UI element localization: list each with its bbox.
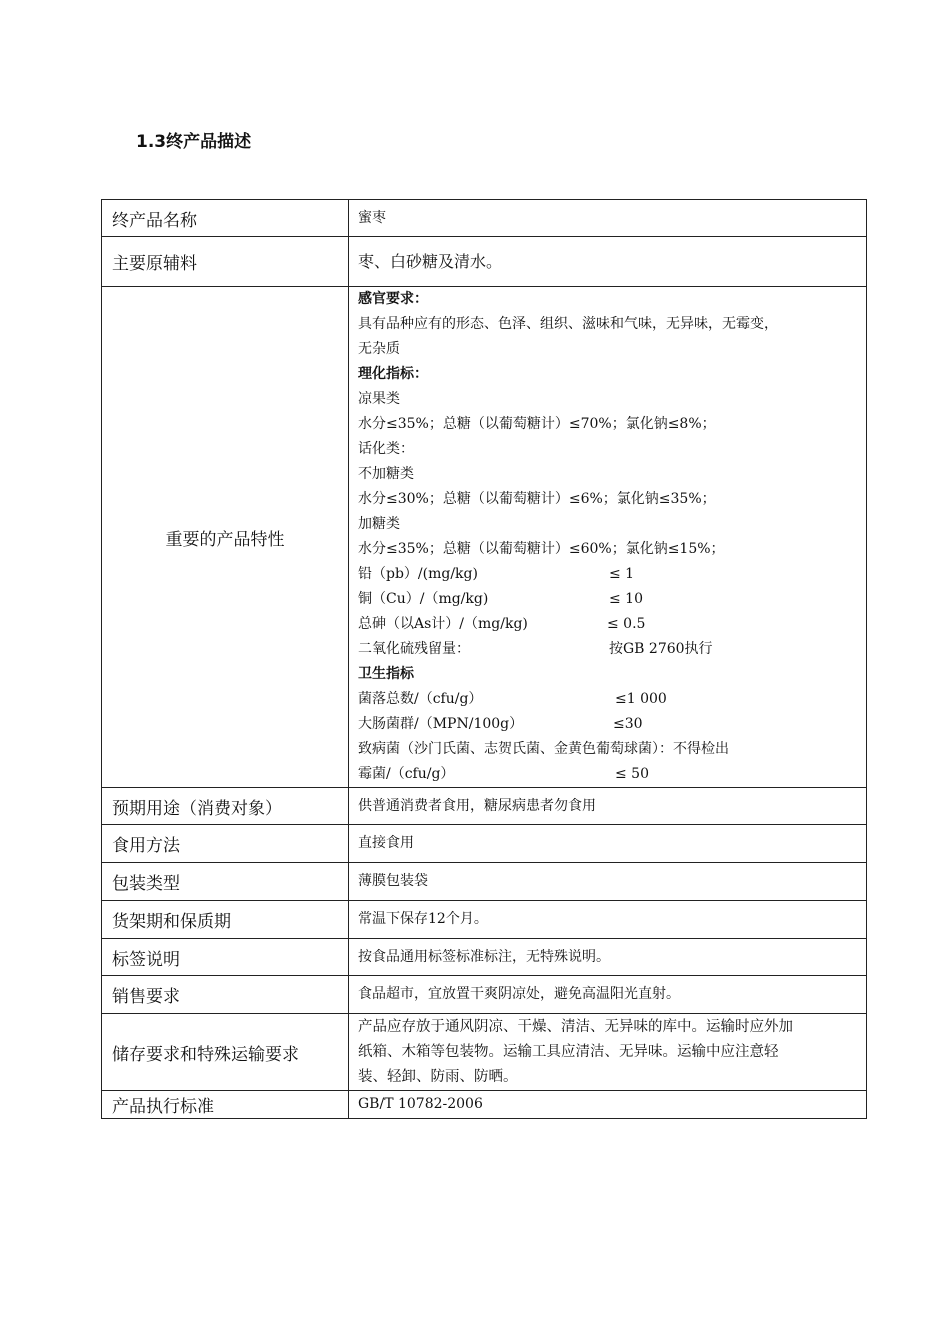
table-row <box>102 1014 867 1091</box>
sensory-line: 具有品种应有的形态、色泽、组织、滋味和气味，无异味，无霉变， <box>358 316 778 332</box>
coliform-value: ≤30 <box>613 716 643 732</box>
physchem-title: 理化指标： <box>358 366 428 382</box>
packaging-value: 薄膜包装袋 <box>349 863 867 901</box>
copper-label: 铜（Cu）/（mg/kg) <box>358 591 489 607</box>
spec-line: 致病菌（沙门氏菌、志贺氏菌、金黄色葡萄球菌）：不得检出 <box>358 741 729 757</box>
sensory-line: 无杂质 <box>358 341 400 357</box>
characteristics-value <box>349 287 867 788</box>
colony-label: 菌落总数/（cfu/g） <box>358 691 483 707</box>
spec-line: 加糖类 <box>358 516 400 532</box>
row-label: 产品执行标准 <box>102 1091 349 1119</box>
lead-label: 铅（pb）/(mg/kg) <box>358 566 478 582</box>
spec-line <box>358 762 860 787</box>
spec-line: 不加糖类 <box>358 466 414 482</box>
table-row <box>102 863 867 901</box>
product-description-table <box>101 199 867 1119</box>
spec-line: 水分≤30%；总糖（以葡萄糖计）≤6%；氯化钠≤35%； <box>358 491 716 507</box>
row-label: 货架期和保质期 <box>102 901 349 939</box>
table-row <box>102 200 867 237</box>
storage-line: 产品应存放于通风阴凉、干燥、清洁、无异味的库中。运输时应外加 <box>358 1018 793 1035</box>
usage-value: 直接食用 <box>349 825 867 863</box>
copper-value: ≤ 10 <box>609 591 643 607</box>
table-row <box>102 976 867 1014</box>
row-label: 食用方法 <box>102 825 349 863</box>
spec-line <box>358 637 860 662</box>
spec-line <box>358 562 860 587</box>
spec-line <box>358 687 860 712</box>
table-row <box>102 901 867 939</box>
mold-value: ≤ 50 <box>615 766 649 782</box>
labeling-value: 按食品通用标签标准标注，无特殊说明。 <box>349 939 867 976</box>
product-name-value: 蜜枣 <box>349 200 867 237</box>
sales-value: 食品超市，宜放置干爽阴凉处，避免高温阳光直射。 <box>349 976 867 1014</box>
mold-label: 霉菌/（cfu/g） <box>358 766 455 782</box>
table-row <box>102 788 867 825</box>
row-label: 销售要求 <box>102 976 349 1014</box>
section-heading: 1.3终产品描述 <box>136 132 252 152</box>
spec-line: 水分≤35%；总糖（以葡萄糖计）≤70%；氯化钠≤8%； <box>358 416 716 432</box>
row-label: 包装类型 <box>102 863 349 901</box>
spec-line <box>358 612 860 637</box>
so2-label: 二氧化硫残留量： <box>358 641 470 657</box>
lead-value: ≤ 1 <box>609 566 635 582</box>
spec-line: 水分≤35%；总糖（以葡萄糖计）≤60%；氯化钠≤15%； <box>358 541 725 557</box>
storage-line: 装、轻卸、防雨、防晒。 <box>358 1068 518 1085</box>
table-row <box>102 237 867 287</box>
table-row <box>102 287 867 788</box>
shelf-life-value: 常温下保存12个月。 <box>349 901 867 939</box>
table-row <box>102 825 867 863</box>
coliform-label: 大肠菌群/（MPN/100g） <box>358 716 524 732</box>
spec-line <box>358 587 860 612</box>
row-label: 重要的产品特性 <box>102 287 349 788</box>
table-row <box>102 1091 867 1119</box>
row-label: 主要原辅料 <box>102 237 349 287</box>
arsenic-value: ≤ 0.5 <box>607 616 646 632</box>
spec-line: 凉果类 <box>358 391 400 407</box>
ingredients-value: 枣、白砂糖及清水。 <box>349 237 867 287</box>
sensory-title: 感官要求： <box>358 291 428 307</box>
storage-value <box>349 1014 867 1091</box>
intended-use-value: 供普通消费者食用，糖尿病患者勿食用 <box>349 788 867 825</box>
row-label: 储存要求和特殊运输要求 <box>102 1014 349 1091</box>
row-label: 终产品名称 <box>102 200 349 237</box>
spec-line: 话化类： <box>358 441 414 457</box>
row-label: 预期用途（消费对象） <box>102 788 349 825</box>
colony-value: ≤1 000 <box>615 691 667 707</box>
table-row <box>102 939 867 976</box>
hygiene-title: 卫生指标 <box>358 666 414 682</box>
so2-value: 按GB 2760执行 <box>609 641 713 657</box>
storage-line: 纸箱、木箱等包装物。运输工具应清洁、无异味。运输中应注意轻 <box>358 1043 779 1060</box>
row-label: 标签说明 <box>102 939 349 976</box>
arsenic-label: 总砷（以As计）/（mg/kg) <box>358 616 528 632</box>
spec-line <box>358 712 860 737</box>
standard-value: GB/T 10782-2006 <box>349 1091 867 1119</box>
